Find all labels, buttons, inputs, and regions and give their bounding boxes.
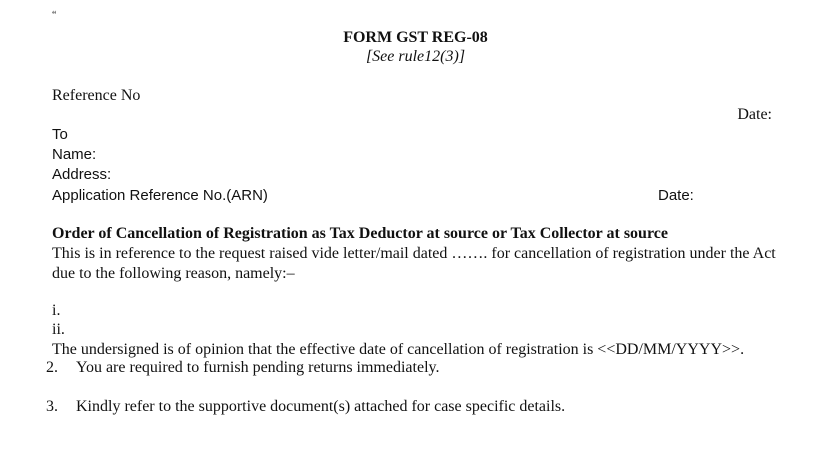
order-heading: Order of Cancellation of Registration as Tax Deductor at source or Tax Collector at source — [52, 225, 668, 242]
item-number: 2. — [46, 359, 58, 376]
form-title: FORM GST REG-08 — [343, 29, 488, 46]
form-subtitle: [See rule12(3)] — [365, 48, 466, 65]
item-text: You are required to furnish pending returns immediately. — [76, 359, 440, 376]
to-label: To — [52, 126, 68, 143]
arn-label: Application Reference No.(ARN) — [52, 187, 268, 204]
reason-item: i. — [52, 302, 61, 319]
arn-date-label: Date: — [658, 187, 694, 204]
quote-mark: “ — [52, 10, 57, 21]
order-paragraph: This is in reference to the request raised vide letter/mail dated ……. for cancellation of registration under the Act due to the following reason, namely:– — [52, 245, 776, 282]
numbered-item — [46, 359, 439, 377]
address-label: Address: — [52, 166, 112, 183]
item-number: 3. — [46, 398, 58, 415]
reason-item: ii. — [52, 321, 65, 338]
name-label: Name: — [52, 146, 97, 163]
reference-no-label: Reference No — [52, 87, 141, 104]
numbered-item — [46, 398, 565, 416]
item-text: Kindly refer to the supportive document(s) attached for case specific details. — [76, 398, 566, 415]
effective-date-text: The undersigned is of opinion that the effective date of cancellation of registration is <<DD/MM/YYYY>>. — [52, 341, 745, 358]
date-label: Date: — [737, 106, 772, 123]
